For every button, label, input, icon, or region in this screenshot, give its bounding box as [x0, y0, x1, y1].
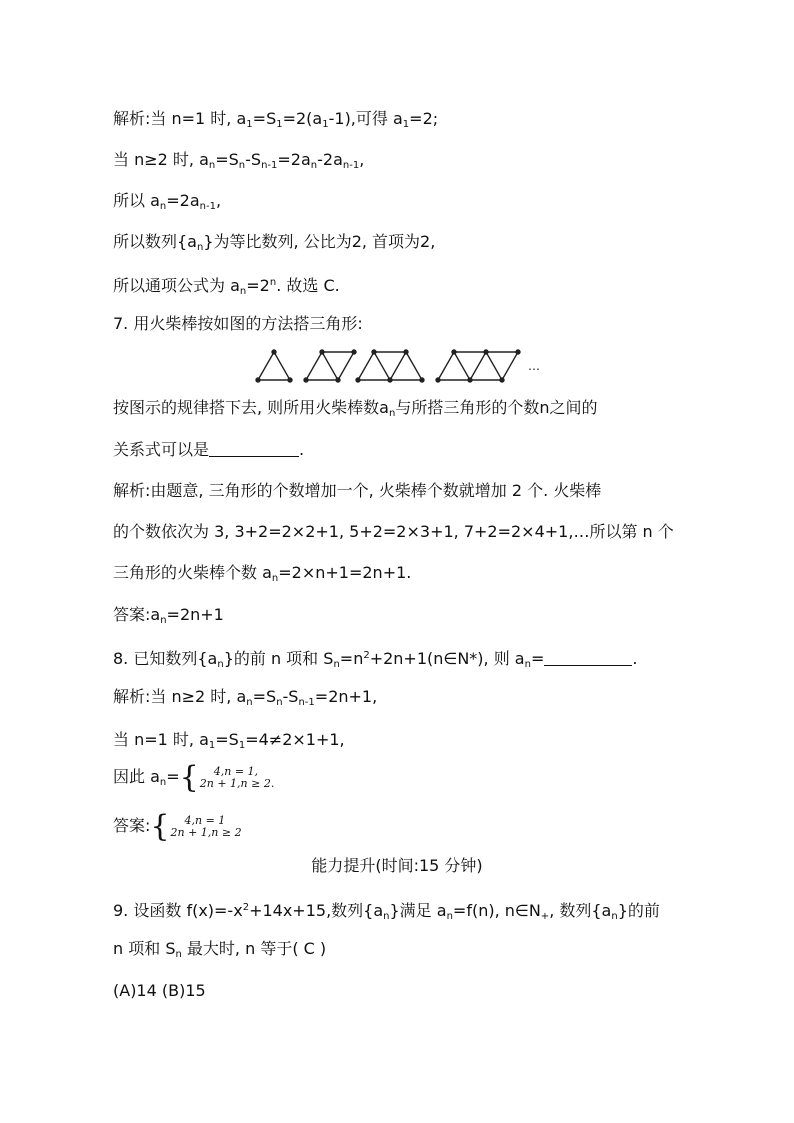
solution-8-line-2: 当 n=1 时, $a_1=S_1=4\ne 2\times 1+1$,: [113, 730, 345, 751]
question-9-text: 9. 设函数 $f(x)=-x^2+14x+15$,数列$\{a_n\}$满足 $a_n=f(n)$, $n\in N_+$, 数列$\{a_n\}$的前: [113, 901, 660, 922]
solution-line-4: 所以数列$\{a_n\}$为等比数列, 公比为2, 首项为2,: [113, 232, 436, 253]
answer-8-formula: { 4,n = 1 2n + 1,n ≥ 2: [150, 808, 242, 844]
question-9-line-2: n 项和 $S_n$ 最大时, n 等于( C ): [113, 939, 327, 960]
question-8-text: 8. 已知数列$\{a_n\}$的前 n 项和 $S_n=n^2+2n+1(n\in N*)$, 则 $a_n=$ .: [113, 649, 638, 670]
question-7-line-2: 按图示的规律搭下去, 则所用火柴棒数$a_n$与所搭三角形的个数n之间的: [113, 398, 598, 419]
solution-8-line-1: 解析:当 n≥2 时, $a_n=S_n-S_{n-1}=2n+1$,: [113, 687, 378, 708]
figure-ellipsis: …: [528, 359, 540, 373]
solution-line-2: 当 n≥2 时, $a_n=S_n-S_{n-1}=2a_n-2a_{n-1}$,: [113, 150, 365, 171]
matchstick-triangles-figure: [250, 344, 550, 386]
answer-blank-8[interactable]: [544, 649, 632, 666]
solution-7-line-2: 的个数依次为 3, 3+2=2×2+1, 5+2=2×3+1, 7+2=2×4+1,…所以第 n 个: [113, 522, 674, 541]
piecewise-formula: { 4,n = 1, 2n + 1,n ≥ 2.: [179, 759, 275, 795]
question-7-text: 7. 用火柴棒按如图的方法搭三角形:: [113, 314, 363, 333]
answer-7: 答案$:a_n=2n+1$: [113, 605, 224, 626]
solution-line-1: 解析:当 n=1 时, $a_1=S_1=2(a_1-1)$,可得 $a_1=2$;: [113, 109, 439, 130]
triangle-group-3: [356, 350, 424, 382]
question-9-options: (A)14 (B)15: [113, 981, 206, 1000]
triangle-group-2: [304, 350, 356, 382]
solution-8-piecewise: 因此 $a_n=$ { 4,n = 1, 2n + 1,n ≥ 2.: [113, 759, 275, 795]
triangle-group-1: [256, 350, 292, 382]
answer-blank-7[interactable]: [209, 440, 299, 457]
solution-line-5: 所以通项公式为 $a_n=2^n$. 故选 C.: [113, 276, 340, 297]
solution-7-line-3: 三角形的火柴棒个数 $a_n=2\times n+1=2n+1$.: [113, 563, 412, 584]
solution-line-3: 所以 $a_n=2a_{n-1}$,: [113, 191, 222, 212]
question-7-line-3: 关系式可以是 .: [113, 440, 305, 459]
triangle-group-4: [436, 350, 520, 382]
section-heading: 能力提升(时间:15 分钟): [311, 856, 483, 875]
answer-8: 答案: { 4,n = 1 2n + 1,n ≥ 2: [113, 808, 242, 844]
solution-7-line-1: 解析:由题意, 三角形的个数增加一个, 火柴棒个数就增加 2 个. 火柴棒: [113, 481, 602, 500]
